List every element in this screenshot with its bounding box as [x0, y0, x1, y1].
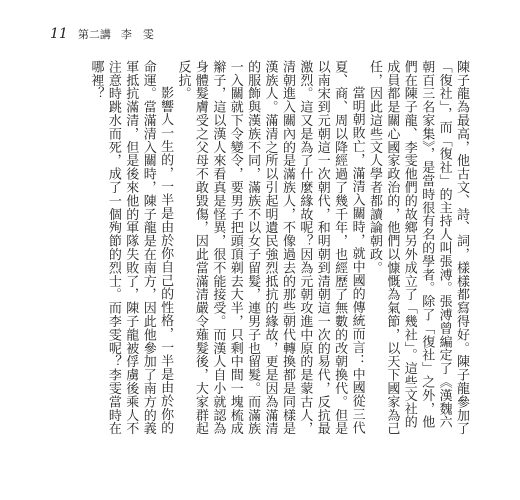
- paragraph: 陳子龍為最高，他古文、詩、詞，樣樣都寫得好。陳子龍參加了「復社」，而「復社」的主持人叫張溥。張溥曾編定了《漢魏六朝百三名家集》，是當時很有名的學者。除了「復社」之外，他們在陳子龍、李雯他們的故鄉另外成立了「幾社」。這些文社的成員都是關心國家政治的，他們以慷慨為氣節，以天下國家為己任，因此這些文人學者都讀論朝政。: [366, 60, 469, 436]
- running-header: [50, 26, 154, 42]
- page-number: 11: [50, 26, 68, 42]
- chapter-label: 第二講: [77, 28, 111, 41]
- paragraph: 影響人一生的，一半是由於你自己的性格，一半是由於你的命運。當滿清入關時，陳子龍是在南方，因此他參加了南方的義軍抵抗滿清，但是後來他的軍隊失敗了，陳子龍被俘虜後乘人不注意時跳水而死，成了一個殉節的烈士。而李雯呢？李雯當時在哪裡？: [88, 60, 174, 436]
- paragraph: 當明朝敗亡，滿清入關時，就中國的傳統而言：中國從三代夏、商、周以降經過了幾千年，也經歷了無數的改朝換代。但是以南宋到元朝這一次朝代，和明朝到清朝這一次的易代，反抗最激烈。這又是為了什麼緣故呢？因為元朝攻進中原的是蒙古人，清朝進入關內的是滿族人，不像過去的那些朝代轉換都是同樣是漢族人。滿清之所以引起明遺民強烈抵抗的緣故，更是因為滿清的服飾與漢族不同，滿族不以女子留髮，連男子也留髮。而滿族一入關就下令變令，要男子把頭頂剃去大半，只剩中間一塊梳成辮子，這以漢人來看真是怪異，很不能接受。而漢人自小就認為身體髮膚受之父母不敢毀傷，因此當滿清嚴令薙髮後，大家群起反抗。: [175, 60, 365, 436]
- chapter-title: 李 雯: [120, 28, 154, 41]
- body-text: [50, 60, 470, 440]
